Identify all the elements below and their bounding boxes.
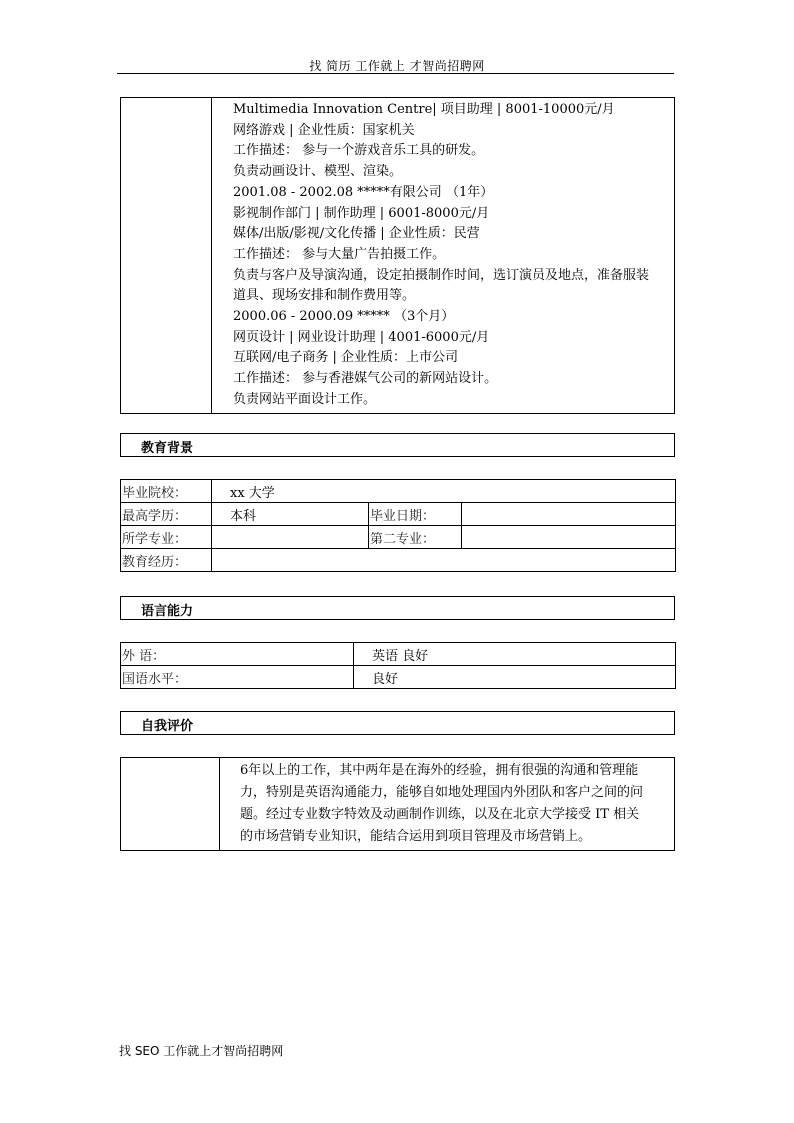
self-evaluation-line: 题。经过专业数字特效及动画制作训练，以及在北京大学接受 IT 相关 — [240, 807, 640, 822]
language-row-foreign — [121, 643, 676, 666]
work-line: 网页设计 | 网业设计助理 | 4001-6000元/月 — [233, 329, 490, 345]
work-left-cell — [121, 98, 212, 414]
self-evaluation-line: 6年以上的工作，其中两年是在海外的经验，拥有很强的沟通和管理能 — [240, 763, 639, 778]
language-row-mandarin — [121, 666, 676, 689]
mandarin-value: 良好 — [354, 666, 676, 689]
education-row-degree — [121, 503, 676, 526]
page-footer: 找 SEO 工作就上才智尚招聘网 — [119, 1044, 284, 1058]
education-section-header — [120, 433, 675, 457]
work-line: 工作描述： 参与一个游戏音乐工具的研发。 — [233, 143, 485, 159]
work-experience-table — [120, 97, 675, 414]
mandarin-label: 国语水平： — [121, 666, 354, 689]
education-row-school — [121, 480, 676, 503]
self-evaluation-left-cell — [121, 758, 220, 851]
work-line: Multimedia Innovation Centre| 项目助理 | 8001-10000元/月 — [233, 102, 615, 117]
foreign-language-label: 外 语： — [121, 643, 354, 666]
education-section-title: 教育背景 — [141, 441, 194, 456]
education-history-label: 教育经历： — [121, 549, 212, 572]
school-label: 毕业院校： — [121, 480, 212, 503]
work-line: 2000.06 - 2000.09 ***** （3个月） — [233, 309, 455, 325]
graduation-date-label: 毕业日期： — [369, 503, 462, 526]
language-table — [120, 642, 676, 689]
work-line: 媒体/出版/影视/文化传播 | 企业性质：民营 — [233, 226, 480, 242]
work-line: 负责动画设计、模型、渲染。 — [233, 164, 403, 180]
work-line: 2001.08 - 2002.08 *****有限公司 （1年） — [233, 184, 494, 200]
self-evaluation-line: 力，特别是英语沟通能力，能够自如地处理国内外团队和客户之间的问 — [240, 785, 644, 800]
second-major-value — [462, 526, 676, 549]
work-line: 工作描述： 参与香港媒气公司的新网站设计。 — [233, 371, 498, 387]
major-value — [212, 526, 369, 549]
work-line: 负责与客户及导演沟通，设定拍摄制作时间，选订演员及地点，准备服装 — [233, 267, 650, 283]
self-evaluation-text-cell — [220, 758, 675, 851]
work-line: 道具、现场安排和制作费用等。 — [233, 288, 416, 304]
education-history-value — [212, 549, 676, 572]
page-header-title: 找 简历 工作就上 才智尚招聘网 — [309, 59, 485, 73]
work-line: 工作描述： 参与大量广告拍摄工作。 — [233, 246, 446, 262]
degree-label: 最高学历： — [121, 503, 212, 526]
degree-value: 本科 — [212, 503, 369, 526]
self-evaluation-section-header — [120, 711, 675, 735]
language-section-header — [120, 596, 675, 620]
work-line: 负责网站平面设计工作。 — [233, 391, 377, 407]
school-value: xx 大学 — [212, 480, 676, 503]
work-line: 影视制作部门 | 制作助理 | 6001-8000元/月 — [233, 205, 490, 221]
work-detail-cell — [212, 98, 675, 414]
major-label: 所学专业： — [121, 526, 212, 549]
education-row-major — [121, 526, 676, 549]
header-divider — [117, 73, 674, 74]
work-line: 网络游戏 | 企业性质：国家机关 — [233, 122, 415, 138]
self-evaluation-table — [120, 757, 675, 851]
second-major-label: 第二专业： — [369, 526, 462, 549]
self-evaluation-line: 的市场营销专业知识，能结合运用到项目管理及市场营销上。 — [240, 829, 592, 844]
education-table — [120, 479, 676, 572]
graduation-date-value — [462, 503, 676, 526]
language-section-title: 语言能力 — [141, 604, 194, 619]
foreign-language-value: 英语 良好 — [354, 643, 676, 666]
education-row-history — [121, 549, 676, 572]
work-line: 互联网/电子商务 | 企业性质：上市公司 — [233, 350, 459, 366]
self-evaluation-section-title: 自我评价 — [141, 719, 194, 734]
